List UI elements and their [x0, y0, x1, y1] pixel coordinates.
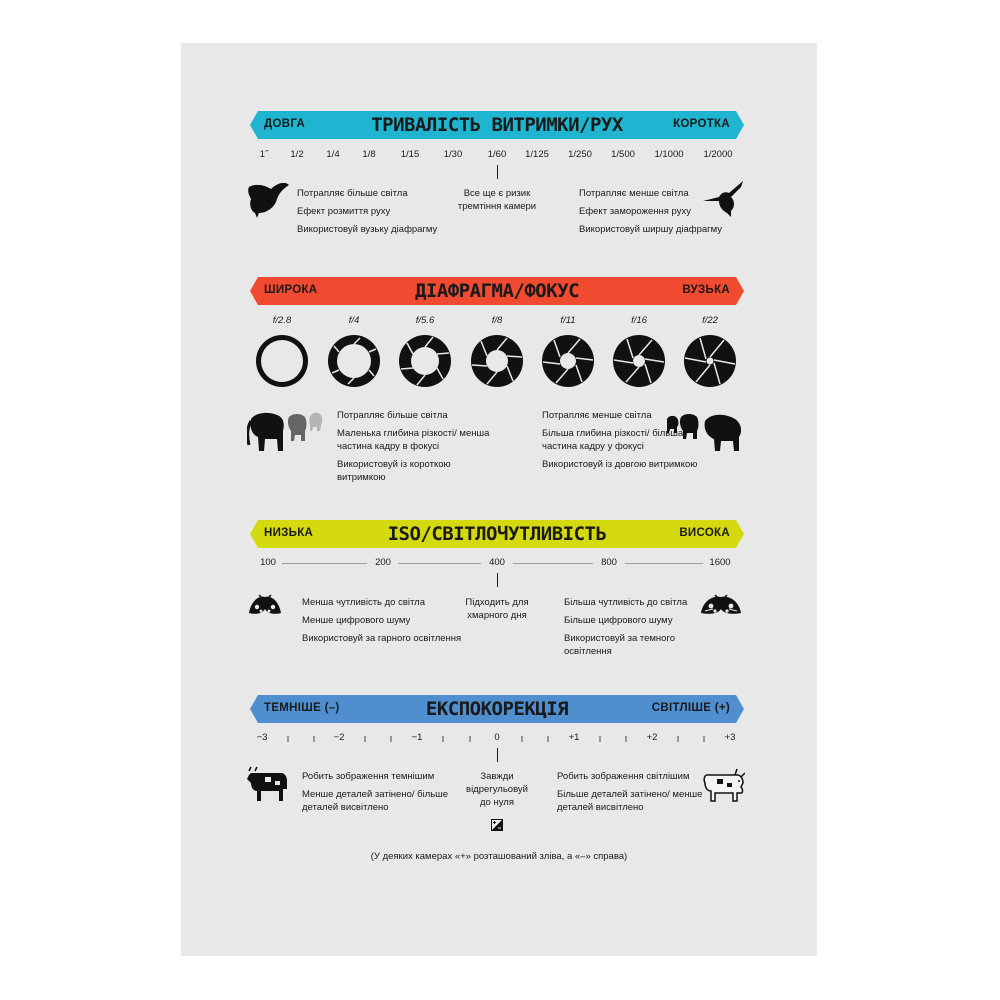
exposure-banner	[250, 695, 744, 723]
exposure-left-notes	[302, 770, 462, 819]
note-line: Більша глибина різкості/ більша частина кадру у фокусі	[542, 428, 684, 452]
iso-value: 800	[601, 557, 617, 568]
bird-icon	[247, 181, 291, 219]
aperture-left-notes	[337, 409, 497, 489]
note-line: Більше деталей затінено/ менше деталей висвітлено	[557, 789, 703, 813]
iso-left-label: НИЗЬКА	[264, 527, 314, 539]
shutter-value: 1/8	[362, 149, 376, 160]
iso-title: ISO/СВІТЛОЧУТЛИВІСТЬ	[387, 523, 607, 545]
exposure-symbol-icon	[491, 819, 503, 831]
shutter-center-note	[437, 187, 557, 213]
exposure-right-label: СВІТЛІШЕ (+)	[651, 702, 730, 714]
aperture-icon-f2-8	[256, 335, 308, 387]
note-line: Підходить для	[465, 597, 529, 608]
elephants-blurred-icon	[247, 409, 329, 453]
note-line: Потрапляє більше світла	[297, 188, 408, 199]
note-line: Потрапляє більше світла	[337, 410, 448, 421]
shutter-value: 1/500	[611, 149, 635, 160]
note-line: Завжди	[480, 771, 514, 782]
note-line: Робить зображення світлішим	[557, 771, 690, 782]
note-line: до нуля	[480, 797, 514, 808]
note-line: Використовуй вузьку діафрагму	[297, 224, 438, 235]
exposure-center-note	[457, 770, 537, 809]
note-line: Менше цифрового шуму	[302, 615, 411, 626]
shutter-value: 1/4	[326, 149, 340, 160]
shutter-value: 1/2000	[703, 149, 733, 160]
note-line: Менше деталей затінено/ більше деталей висвітлено	[302, 789, 449, 813]
iso-right-notes	[564, 596, 714, 663]
aperture-right-label: ВУЗЬКА	[682, 284, 730, 296]
iso-scale-line	[625, 563, 703, 564]
note-line: Все ще є ризик	[463, 188, 531, 199]
shutter-banner	[250, 111, 744, 139]
note-line: Потрапляє менше світла	[579, 188, 689, 199]
iso-scale-line	[398, 563, 481, 564]
note-line: Використовуй за темного освітлення	[564, 633, 675, 657]
exposure-right-notes	[557, 770, 717, 819]
note-line: Менша чутливість до світла	[302, 597, 425, 608]
shutter-value: 1/250	[568, 149, 592, 160]
aperture-stop-label: f/4	[348, 315, 360, 326]
aperture-icon-f11	[542, 335, 594, 387]
exposure-value: −1	[411, 732, 423, 743]
aperture-diagrams	[255, 333, 745, 389]
cow-dark-icon	[247, 765, 289, 803]
aperture-stop-label: f/2.8	[272, 315, 292, 326]
aperture-stop-label: f/8	[491, 315, 503, 326]
note-line: Більше цифрового шуму	[564, 615, 673, 626]
note-line: Більша чутливість до світла	[564, 597, 688, 608]
note-line: Використовуй із короткою витримкою	[337, 459, 451, 483]
aperture-icon-f5-6	[399, 335, 451, 387]
shutter-right-notes	[579, 187, 749, 241]
shutter-value: 1/125	[525, 149, 549, 160]
aperture-right-notes	[542, 409, 702, 476]
exposure-value: +2	[646, 732, 658, 743]
aperture-stop-label: f/22	[702, 315, 718, 326]
exposure-ticks	[181, 733, 817, 747]
aperture-left-label: ШИРОКА	[264, 284, 318, 296]
iso-value: 400	[489, 557, 505, 568]
note-line: Використовуй із довгою витримкою	[542, 459, 698, 470]
aperture-icon-f16	[613, 335, 665, 387]
shutter-value: 1/2	[290, 149, 304, 160]
shutter-value: 1/1000	[654, 149, 684, 160]
exposure-value: 0	[494, 732, 500, 743]
aperture-icon-f4	[328, 335, 380, 387]
exposure-center-marker	[497, 748, 498, 762]
note-line: Ефект розмиття руху	[297, 206, 391, 217]
note-line: Робить зображення темнішим	[302, 771, 435, 782]
moth-light-icon	[247, 591, 283, 625]
shutter-title: ТРИВАЛІСТЬ ВИТРИМКИ/РУХ	[371, 114, 623, 136]
aperture-banner	[250, 277, 744, 305]
exposure-value: +3	[724, 732, 736, 743]
note-line: тремтіння камери	[457, 201, 537, 212]
iso-value: 1600	[709, 557, 731, 568]
aperture-stop-label: f/11	[560, 315, 576, 326]
aperture-icon-f22	[684, 335, 736, 387]
shutter-value: 1/30	[443, 149, 463, 160]
exposure-title: ЕКСПОКОРЕКЦІЯ	[425, 698, 569, 720]
aperture-icon-f8	[471, 335, 523, 387]
iso-scale-line	[513, 563, 593, 564]
aperture-stop-label: f/5.6	[415, 315, 435, 326]
note-line: Використовуй за гарного освітлення	[302, 633, 462, 644]
shutter-value: 1˝	[259, 149, 269, 160]
infographic-page	[181, 43, 817, 956]
iso-center-note	[442, 596, 552, 622]
iso-left-notes	[302, 596, 462, 650]
shutter-value: 1/15	[400, 149, 420, 160]
shutter-center-marker	[497, 165, 498, 179]
iso-scale-line	[282, 563, 367, 564]
aperture-title: ДІАФРАГМА/ФОКУС	[414, 280, 580, 302]
note-line: відрегульовуй	[466, 784, 528, 795]
iso-banner	[250, 520, 744, 548]
shutter-left-label: ДОВГА	[264, 118, 306, 130]
exposure-left-label: ТЕМНІШЕ (–)	[264, 702, 340, 714]
iso-value: 200	[375, 557, 391, 568]
shutter-value: 1/60	[487, 149, 507, 160]
note-line: хмарного дня	[467, 610, 527, 621]
exposure-value: +1	[568, 732, 580, 743]
exposure-value: −3	[256, 732, 268, 743]
footnote: (У деяких камерах «+» розташований зліва, а «–» справа)	[370, 851, 628, 862]
iso-value: 100	[260, 557, 276, 568]
note-line: Використовуй ширшу діафрагму	[579, 224, 722, 235]
note-line: Потрапляє менше світла	[542, 410, 652, 421]
note-line: Ефект замороження руху	[579, 206, 691, 217]
iso-center-marker	[497, 573, 498, 587]
note-line: Маленька глибина різкості/ менша частина кадру в фокусі	[337, 428, 490, 452]
shutter-right-label: КОРОТКА	[673, 118, 730, 130]
aperture-stop-label: f/16	[631, 315, 647, 326]
exposure-value: −2	[333, 732, 345, 743]
iso-right-label: ВИСОКА	[679, 527, 730, 539]
